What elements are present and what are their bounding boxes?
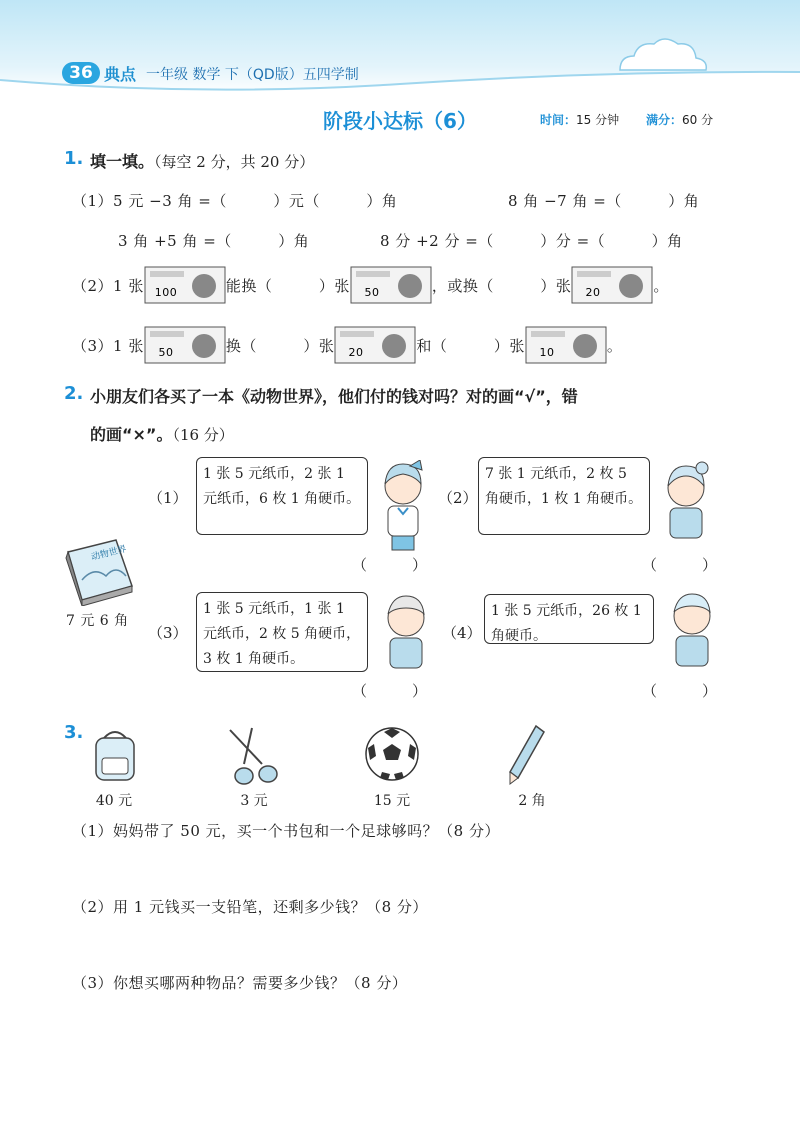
scissors-icon	[222, 724, 282, 786]
brand-logo: 典点	[104, 65, 137, 84]
q3-sub1: （1）妈妈带了 50 元，买一个书包和一个足球够吗？（8 分）	[72, 822, 500, 840]
svg-text:50: 50	[158, 346, 174, 359]
score-label: 满分：	[646, 113, 683, 127]
football-icon	[364, 726, 420, 782]
q2-number: 2.	[64, 383, 84, 404]
q1-p2-d: 。	[653, 276, 669, 295]
bill-50-icon	[350, 266, 432, 304]
full-score	[646, 111, 713, 128]
q1-p2-a: （2）1 张	[72, 276, 144, 295]
bill-10-icon	[525, 326, 607, 364]
q2-item3-answer[interactable]: （ ）	[352, 682, 428, 700]
q1-line1-right: 8 角 −7 角 =（ ）角	[508, 192, 700, 210]
score-value: 60 分	[682, 113, 714, 127]
scissors-price: 3 元	[240, 793, 268, 809]
girl-1-icon	[370, 460, 436, 552]
bill-100-icon	[144, 266, 226, 304]
q2-item1-label: （1）	[148, 489, 188, 507]
football-price: 15 元	[373, 793, 411, 809]
q1-p2-b: 能换（ ）张	[225, 276, 350, 295]
q2-title-line2-text: 的画“×”。	[90, 425, 173, 444]
q1-title	[90, 149, 314, 172]
q1-p3-b: 换（ ）张	[225, 336, 335, 355]
q1-p3-c: 和（ ）张	[416, 336, 525, 355]
svg-text:动物世界: 动物世界	[90, 544, 128, 563]
q2-item1-note: 1 张 5 元纸币，2 张 1 元纸币，6 枚 1 角硬币。	[196, 457, 368, 535]
book-icon	[62, 536, 136, 606]
q2-title-line2	[90, 422, 234, 445]
q2-item4-note: 1 张 5 元纸币，26 枚 1 角硬币。	[484, 594, 654, 644]
q1-points: （每空 2 分，共 20 分）	[154, 153, 315, 171]
pencil-icon	[506, 724, 546, 786]
q2-item2-note: 7 张 1 元纸币，2 枚 5 角硬币，1 枚 1 角硬币。	[478, 457, 650, 535]
q1-line1-left: （1）5 元 −3 角 =（ ）元（ ）角	[72, 192, 398, 210]
boy-2-icon	[658, 590, 724, 672]
q1-part2	[72, 266, 669, 304]
girl-2-icon	[652, 460, 718, 544]
q2-points: （16 分）	[172, 426, 234, 444]
series-title: 一年级 数学 下（QD版）五四学制	[146, 67, 359, 83]
q3-sub3: （3）你想买哪两种物品？需要多少钱？（8 分）	[72, 974, 408, 992]
q2-title-line1: 小朋友们各买了一本《动物世界》，他们付的钱对吗？对的画“√”，错	[90, 387, 578, 406]
q3-number: 3.	[64, 722, 84, 743]
time-label: 时间：	[540, 113, 577, 127]
bill-20-icon	[334, 326, 416, 364]
q2-item2-label: （2）	[438, 489, 478, 507]
q1-part3	[72, 326, 622, 364]
q3-sub2: （2）用 1 元钱买一支铅笔，还剩多少钱？（8 分）	[72, 898, 428, 916]
q1-title-text: 填一填。	[90, 152, 155, 171]
q1-line2-left: 3 角 +5 角 =（ ）角	[118, 232, 310, 250]
q2-item4-label: （4）	[442, 624, 482, 642]
q1-number: 1.	[64, 148, 84, 169]
q1-line2-right: 8 分 +2 分 =（ ）分 =（ ）角	[380, 232, 683, 250]
time-limit	[540, 111, 619, 128]
bill-20-icon	[571, 266, 653, 304]
time-value: 15 分钟	[576, 113, 620, 127]
q2-item2-answer[interactable]: （ ）	[642, 556, 718, 574]
svg-text:10: 10	[539, 346, 555, 359]
svg-text:20: 20	[585, 286, 601, 299]
q2-item3-label: （3）	[148, 624, 188, 642]
bill-50-icon	[144, 326, 226, 364]
q2-item1-answer[interactable]: （ ）	[352, 556, 428, 574]
svg-text:20: 20	[348, 346, 364, 359]
boy-1-icon	[372, 592, 438, 672]
svg-text:50: 50	[364, 286, 380, 299]
cloud-icon	[610, 30, 720, 80]
schoolbag-icon	[90, 728, 140, 784]
page-title: 阶段小达标（6）	[323, 109, 477, 133]
q1-p2-c: ，或换（ ）张	[431, 276, 572, 295]
q1-p3-d: 。	[606, 336, 623, 355]
page-number: 36	[62, 62, 100, 84]
pencil-price: 2 角	[518, 793, 546, 809]
schoolbag-price: 40 元	[95, 793, 133, 809]
q1-p3-a: （3）1 张	[72, 336, 144, 355]
svg-text:100: 100	[154, 286, 178, 299]
book-price: 7 元 6 角	[66, 613, 129, 629]
q2-item3-note: 1 张 5 元纸币，1 张 1 元纸币，2 枚 5 角硬币，3 枚 1 角硬币。	[196, 592, 368, 672]
q2-item4-answer[interactable]: （ ）	[642, 682, 718, 700]
